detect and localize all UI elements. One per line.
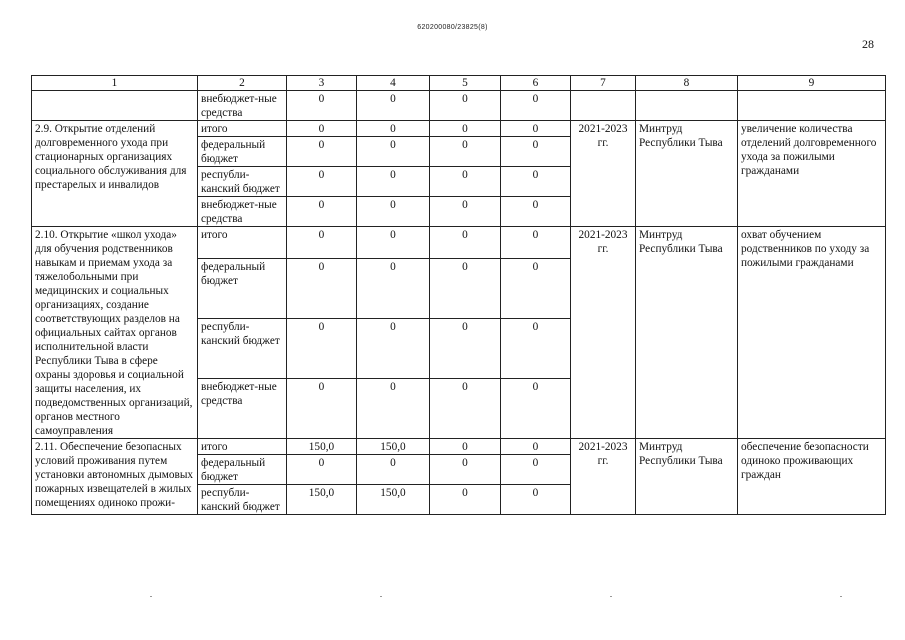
empty-result-cell: [738, 91, 886, 121]
amount-cell: 0: [430, 439, 501, 455]
amount-cell: 0: [430, 91, 501, 121]
funding-source: внебюджет-ные средства: [198, 91, 287, 121]
amount-cell: 0: [357, 167, 430, 197]
amount-cell: 0: [287, 319, 357, 379]
amount-cell: 0: [501, 319, 571, 379]
period-cell: 2021-2023 гг.: [571, 121, 636, 227]
amount-cell: 150,0: [357, 485, 430, 515]
amount-cell: 150,0: [287, 485, 357, 515]
period-cell: 2021-2023 гг.: [571, 227, 636, 439]
measure-name: 2.11. Обеспечение безопасных условий проживания путем установки автономных дымовых пожарных извещателей в жилых помещениях одиноко прожи-: [32, 439, 198, 515]
amount-cell: 0: [357, 319, 430, 379]
amount-cell: 0: [501, 439, 571, 455]
amount-cell: 0: [430, 485, 501, 515]
table-row: [32, 227, 886, 259]
column-header-row: [32, 76, 886, 91]
amount-cell: 0: [357, 259, 430, 319]
funding-source: внебюджет-ные средства: [198, 197, 287, 227]
amount-cell: 0: [287, 455, 357, 485]
column-header-5: 5: [430, 76, 501, 91]
empty-period-cell: [571, 91, 636, 121]
amount-cell: 0: [501, 455, 571, 485]
column-header-9: 9: [738, 76, 886, 91]
amount-cell: 0: [430, 137, 501, 167]
funding-source: республи-канский бюджет: [198, 167, 287, 197]
amount-cell: 0: [501, 167, 571, 197]
amount-cell: 0: [287, 227, 357, 259]
funding-source: федеральный бюджет: [198, 259, 287, 319]
amount-cell: 0: [501, 227, 571, 259]
page-number: 28: [862, 37, 874, 51]
funding-source: итого: [198, 439, 287, 455]
amount-cell: 0: [430, 121, 501, 137]
executor-cell: Минтруд Республики Тыва: [636, 439, 738, 515]
column-header-3: 3: [287, 76, 357, 91]
carry-over-row: [32, 91, 886, 121]
amount-cell: 0: [430, 227, 501, 259]
document-id: 620200080/23825(8): [417, 24, 488, 31]
empty-executor-cell: [636, 91, 738, 121]
amount-cell: 0: [357, 197, 430, 227]
amount-cell: 0: [287, 121, 357, 137]
amount-cell: 0: [430, 379, 501, 439]
amount-cell: 0: [287, 259, 357, 319]
amount-cell: 0: [287, 91, 357, 121]
measure-name: 2.10. Открытие «школ ухода» для обучения родственников навыкам и приемам ухода за тяжелобольными при медицинских и социальных организациях, создание соответствующих разделов на официальных сайтах органов исполнительной власти Республики Тыва в сфере охраны здоровья и социальной защиты населения, их подведомственных организаций, органов местного самоуправления: [32, 227, 198, 439]
funding-source: внебюджет-ные средства: [198, 379, 287, 439]
table-row: [32, 121, 886, 137]
amount-cell: 150,0: [357, 439, 430, 455]
funding-source: итого: [198, 121, 287, 137]
amount-cell: 0: [501, 137, 571, 167]
amount-cell: 0: [357, 91, 430, 121]
funding-source: федеральный бюджет: [198, 137, 287, 167]
amount-cell: 0: [501, 379, 571, 439]
amount-cell: 0: [287, 167, 357, 197]
measure-name: 2.9. Открытие отделений долговременного ухода при стационарных организациях социального обслуживания для престарелых и инвалидов: [32, 121, 198, 227]
amount-cell: 0: [287, 379, 357, 439]
expected-result: охват обучением родственников по уходу за пожилыми гражданами: [738, 227, 886, 439]
column-header-8: 8: [636, 76, 738, 91]
expected-result: обеспечение безопасности одиноко проживающих граждан: [738, 439, 886, 515]
amount-cell: 0: [430, 197, 501, 227]
funding-source: итого: [198, 227, 287, 259]
column-header-2: 2: [198, 76, 287, 91]
amount-cell: 0: [357, 455, 430, 485]
amount-cell: 150,0: [287, 439, 357, 455]
column-header-1: 1: [32, 76, 198, 91]
empty-name-cell: [32, 91, 198, 121]
column-header-6: 6: [501, 76, 571, 91]
expected-result: увеличение количества отделений долговременного ухода за пожилыми гражданами: [738, 121, 886, 227]
amount-cell: 0: [501, 121, 571, 137]
executor-cell: Минтруд Республики Тыва: [636, 121, 738, 227]
amount-cell: 0: [287, 137, 357, 167]
amount-cell: 0: [357, 121, 430, 137]
amount-cell: 0: [501, 91, 571, 121]
funding-source: республи-канский бюджет: [198, 319, 287, 379]
column-header-4: 4: [357, 76, 430, 91]
program-table: [31, 75, 886, 515]
amount-cell: 0: [430, 167, 501, 197]
amount-cell: 0: [357, 227, 430, 259]
table-row: [32, 439, 886, 455]
column-header-7: 7: [571, 76, 636, 91]
funding-source: республи-канский бюджет: [198, 485, 287, 515]
amount-cell: 0: [501, 259, 571, 319]
executor-cell: Минтруд Республики Тыва: [636, 227, 738, 439]
amount-cell: 0: [287, 197, 357, 227]
funding-source: федеральный бюджет: [198, 455, 287, 485]
amount-cell: 0: [430, 455, 501, 485]
amount-cell: 0: [430, 259, 501, 319]
period-cell: 2021-2023 гг.: [571, 439, 636, 515]
amount-cell: 0: [501, 485, 571, 515]
amount-cell: 0: [357, 137, 430, 167]
amount-cell: 0: [501, 197, 571, 227]
amount-cell: 0: [430, 319, 501, 379]
amount-cell: 0: [357, 379, 430, 439]
